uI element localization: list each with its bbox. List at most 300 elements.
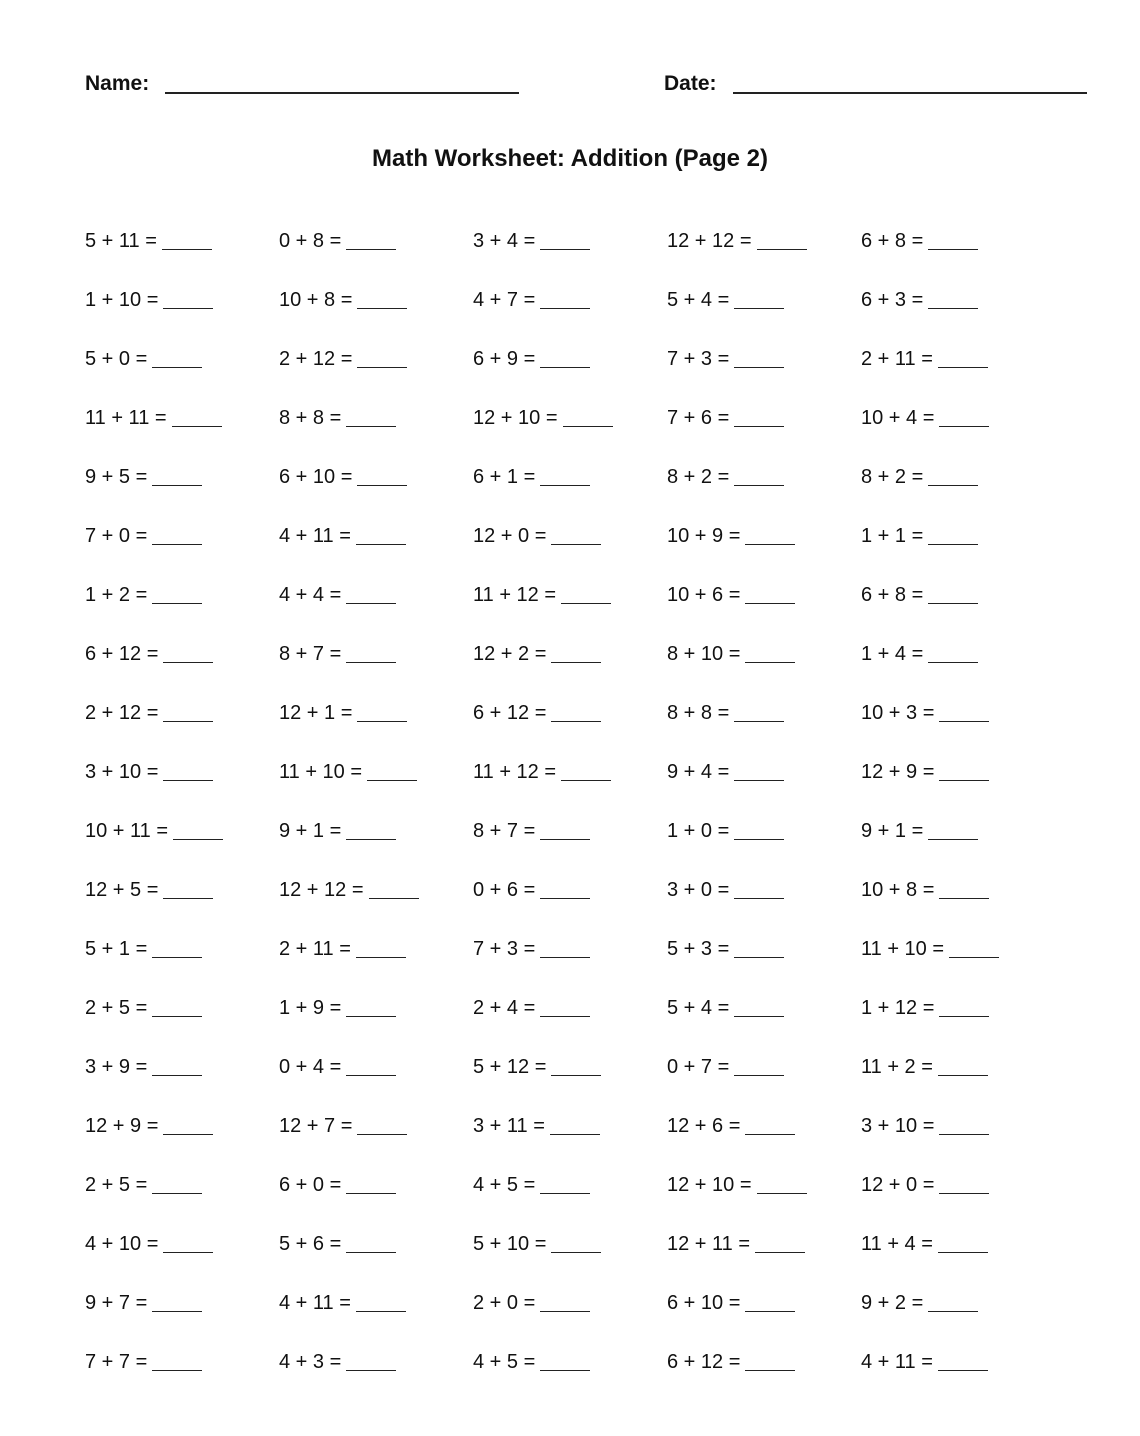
problem-item bbox=[861, 1341, 1055, 1377]
answer-blank[interactable] bbox=[346, 585, 396, 604]
problem-item bbox=[861, 397, 1055, 433]
answer-blank[interactable] bbox=[928, 821, 978, 840]
problem-item bbox=[667, 1223, 861, 1259]
problem-item bbox=[861, 692, 1055, 728]
problem-item bbox=[667, 338, 861, 374]
problem-item bbox=[667, 633, 861, 669]
answer-blank[interactable] bbox=[346, 998, 396, 1017]
problem-item bbox=[85, 397, 279, 433]
problem-item bbox=[473, 810, 667, 846]
answer-blank[interactable] bbox=[163, 1234, 213, 1253]
answer-blank[interactable] bbox=[734, 408, 784, 427]
answer-blank[interactable] bbox=[949, 939, 999, 958]
problem-item bbox=[667, 751, 861, 787]
problem-expression: 12 + 0 = bbox=[473, 525, 547, 547]
problem-item bbox=[85, 515, 279, 551]
problem-expression: 12 + 10 = bbox=[473, 407, 558, 429]
answer-blank[interactable] bbox=[540, 290, 590, 309]
problem-expression: 1 + 10 = bbox=[85, 289, 159, 311]
problem-item bbox=[473, 515, 667, 551]
problem-expression: 8 + 2 = bbox=[861, 466, 924, 488]
answer-blank[interactable] bbox=[163, 703, 213, 722]
problem-item bbox=[473, 692, 667, 728]
answer-blank[interactable] bbox=[357, 349, 407, 368]
problem-expression: 10 + 6 = bbox=[667, 584, 741, 606]
problem-item bbox=[667, 869, 861, 905]
problem-item bbox=[85, 1105, 279, 1141]
answer-blank[interactable] bbox=[757, 231, 807, 250]
answer-blank[interactable] bbox=[163, 762, 213, 781]
problem-expression: 10 + 8 = bbox=[861, 879, 935, 901]
problem-item bbox=[279, 692, 473, 728]
problem-item bbox=[861, 1164, 1055, 1200]
problem-expression: 7 + 3 = bbox=[473, 938, 536, 960]
answer-blank[interactable] bbox=[540, 821, 590, 840]
problem-grid bbox=[85, 220, 1085, 1400]
problem-expression: 7 + 7 = bbox=[85, 1351, 148, 1373]
answer-blank[interactable] bbox=[346, 1234, 396, 1253]
problem-expression: 11 + 12 = bbox=[473, 761, 557, 783]
problem-item bbox=[861, 928, 1055, 964]
answer-blank[interactable] bbox=[928, 231, 978, 250]
problem-expression: 4 + 11 = bbox=[861, 1351, 933, 1373]
answer-blank[interactable] bbox=[734, 703, 784, 722]
problem-item bbox=[279, 1105, 473, 1141]
problem-item bbox=[473, 1046, 667, 1082]
answer-blank[interactable] bbox=[540, 880, 590, 899]
problem-expression: 10 + 9 = bbox=[667, 525, 741, 547]
problem-expression: 6 + 9 = bbox=[473, 348, 536, 370]
problem-item bbox=[667, 1105, 861, 1141]
problem-item bbox=[861, 1046, 1055, 1082]
answer-blank[interactable] bbox=[928, 526, 978, 545]
answer-blank[interactable] bbox=[152, 467, 202, 486]
answer-blank[interactable] bbox=[734, 349, 784, 368]
problem-expression: 4 + 5 = bbox=[473, 1174, 536, 1196]
name-line[interactable] bbox=[165, 70, 519, 94]
problem-expression: 6 + 10 = bbox=[667, 1292, 741, 1314]
problem-expression: 4 + 3 = bbox=[279, 1351, 342, 1373]
problem-item bbox=[473, 574, 667, 610]
problem-expression: 10 + 4 = bbox=[861, 407, 935, 429]
problem-expression: 6 + 1 = bbox=[473, 466, 536, 488]
problem-item bbox=[861, 869, 1055, 905]
problem-expression: 6 + 8 = bbox=[861, 230, 924, 252]
answer-blank[interactable] bbox=[163, 1116, 213, 1135]
problem-item bbox=[667, 397, 861, 433]
answer-blank[interactable] bbox=[163, 290, 213, 309]
problem-expression: 3 + 0 = bbox=[667, 879, 730, 901]
problem-item bbox=[861, 338, 1055, 374]
problem-item bbox=[473, 338, 667, 374]
answer-blank[interactable] bbox=[734, 290, 784, 309]
problem-expression: 5 + 12 = bbox=[473, 1056, 547, 1078]
problem-item bbox=[667, 220, 861, 256]
problem-item bbox=[861, 1223, 1055, 1259]
problem-expression: 3 + 10 = bbox=[861, 1115, 935, 1137]
problem-item bbox=[85, 810, 279, 846]
problem-expression: 5 + 10 = bbox=[473, 1233, 547, 1255]
problem-expression: 8 + 10 = bbox=[667, 643, 741, 665]
problem-item bbox=[473, 456, 667, 492]
problem-item bbox=[279, 1341, 473, 1377]
answer-blank[interactable] bbox=[172, 408, 222, 427]
answer-blank[interactable] bbox=[757, 1175, 807, 1194]
problem-item bbox=[473, 220, 667, 256]
answer-blank[interactable] bbox=[540, 1175, 590, 1194]
problem-item bbox=[85, 633, 279, 669]
problem-item bbox=[279, 1223, 473, 1259]
problem-item bbox=[667, 810, 861, 846]
problem-item bbox=[861, 1282, 1055, 1318]
problem-expression: 9 + 4 = bbox=[667, 761, 730, 783]
answer-blank[interactable] bbox=[745, 1293, 795, 1312]
problem-item bbox=[279, 928, 473, 964]
problem-expression: 4 + 5 = bbox=[473, 1351, 536, 1373]
answer-blank[interactable] bbox=[734, 998, 784, 1017]
date-label: Date: bbox=[664, 72, 717, 95]
problem-expression: 12 + 11 = bbox=[667, 1233, 751, 1255]
answer-blank[interactable] bbox=[152, 1293, 202, 1312]
problem-expression: 9 + 1 = bbox=[861, 820, 924, 842]
problem-expression: 2 + 12 = bbox=[85, 702, 159, 724]
problem-item bbox=[85, 928, 279, 964]
answer-blank[interactable] bbox=[551, 1234, 601, 1253]
problem-expression: 12 + 9 = bbox=[861, 761, 935, 783]
problem-expression: 12 + 12 = bbox=[279, 879, 364, 901]
problem-expression: 1 + 12 = bbox=[861, 997, 935, 1019]
problem-item bbox=[473, 1164, 667, 1200]
problem-expression: 4 + 4 = bbox=[279, 584, 342, 606]
problem-expression: 3 + 9 = bbox=[85, 1056, 148, 1078]
answer-blank[interactable] bbox=[357, 290, 407, 309]
answer-blank[interactable] bbox=[745, 1116, 795, 1135]
problem-expression: 0 + 4 = bbox=[279, 1056, 342, 1078]
problem-expression: 7 + 0 = bbox=[85, 525, 148, 547]
problem-item bbox=[861, 751, 1055, 787]
answer-blank[interactable] bbox=[745, 526, 795, 545]
problem-expression: 2 + 0 = bbox=[473, 1292, 536, 1314]
answer-blank[interactable] bbox=[173, 821, 223, 840]
problem-expression: 6 + 12 = bbox=[85, 643, 159, 665]
answer-blank[interactable] bbox=[551, 703, 601, 722]
answer-blank[interactable] bbox=[367, 762, 417, 781]
answer-blank[interactable] bbox=[540, 467, 590, 486]
problem-expression: 12 + 10 = bbox=[667, 1174, 752, 1196]
problem-expression: 8 + 7 = bbox=[473, 820, 536, 842]
answer-blank[interactable] bbox=[734, 467, 784, 486]
answer-blank[interactable] bbox=[551, 526, 601, 545]
problem-item bbox=[667, 1046, 861, 1082]
answer-blank[interactable] bbox=[745, 585, 795, 604]
answer-blank[interactable] bbox=[152, 1057, 202, 1076]
name-field bbox=[85, 70, 519, 98]
problem-expression: 5 + 3 = bbox=[667, 938, 730, 960]
answer-blank[interactable] bbox=[745, 644, 795, 663]
problem-item bbox=[85, 338, 279, 374]
answer-blank[interactable] bbox=[540, 231, 590, 250]
problem-item bbox=[279, 220, 473, 256]
answer-blank[interactable] bbox=[357, 467, 407, 486]
problem-item bbox=[667, 574, 861, 610]
answer-blank[interactable] bbox=[550, 1116, 600, 1135]
problem-expression: 0 + 7 = bbox=[667, 1056, 730, 1078]
problem-expression: 5 + 11 = bbox=[85, 230, 157, 252]
answer-blank[interactable] bbox=[346, 644, 396, 663]
answer-blank[interactable] bbox=[928, 290, 978, 309]
problem-item bbox=[667, 279, 861, 315]
problem-item bbox=[667, 456, 861, 492]
problem-item bbox=[279, 869, 473, 905]
problem-expression: 2 + 4 = bbox=[473, 997, 536, 1019]
problem-item bbox=[279, 810, 473, 846]
problem-item bbox=[861, 515, 1055, 551]
problem-item bbox=[279, 633, 473, 669]
problem-expression: 1 + 9 = bbox=[279, 997, 342, 1019]
problem-expression: 6 + 0 = bbox=[279, 1174, 342, 1196]
problem-item bbox=[473, 1105, 667, 1141]
answer-blank[interactable] bbox=[928, 1293, 978, 1312]
answer-blank[interactable] bbox=[152, 585, 202, 604]
answer-blank[interactable] bbox=[163, 644, 213, 663]
problem-expression: 6 + 10 = bbox=[279, 466, 353, 488]
problem-item bbox=[85, 220, 279, 256]
answer-blank[interactable] bbox=[938, 1352, 988, 1371]
answer-blank[interactable] bbox=[928, 467, 978, 486]
problem-item bbox=[861, 279, 1055, 315]
problem-expression: 0 + 8 = bbox=[279, 230, 342, 252]
problem-expression: 7 + 6 = bbox=[667, 407, 730, 429]
answer-blank[interactable] bbox=[938, 1057, 988, 1076]
problem-expression: 5 + 4 = bbox=[667, 289, 730, 311]
problem-expression: 1 + 2 = bbox=[85, 584, 148, 606]
problem-expression: 9 + 7 = bbox=[85, 1292, 148, 1314]
date-line[interactable] bbox=[733, 70, 1087, 94]
problem-item bbox=[473, 987, 667, 1023]
answer-blank[interactable] bbox=[346, 1175, 396, 1194]
problem-item bbox=[85, 987, 279, 1023]
problem-expression: 10 + 3 = bbox=[861, 702, 935, 724]
answer-blank[interactable] bbox=[928, 644, 978, 663]
problem-item bbox=[861, 574, 1055, 610]
problem-expression: 1 + 4 = bbox=[861, 643, 924, 665]
answer-blank[interactable] bbox=[540, 939, 590, 958]
problem-item bbox=[667, 1341, 861, 1377]
problem-item bbox=[85, 1282, 279, 1318]
problem-expression: 8 + 8 = bbox=[279, 407, 342, 429]
problem-expression: 5 + 0 = bbox=[85, 348, 148, 370]
answer-blank[interactable] bbox=[938, 1234, 988, 1253]
problem-expression: 3 + 4 = bbox=[473, 230, 536, 252]
problem-item bbox=[861, 220, 1055, 256]
problem-item bbox=[473, 869, 667, 905]
problem-item bbox=[279, 397, 473, 433]
problem-item bbox=[279, 456, 473, 492]
problem-expression: 5 + 1 = bbox=[85, 938, 148, 960]
problem-expression: 4 + 7 = bbox=[473, 289, 536, 311]
answer-blank[interactable] bbox=[162, 231, 212, 250]
answer-blank[interactable] bbox=[163, 880, 213, 899]
answer-blank[interactable] bbox=[755, 1234, 805, 1253]
problem-item bbox=[473, 751, 667, 787]
problem-expression: 0 + 6 = bbox=[473, 879, 536, 901]
answer-blank[interactable] bbox=[734, 880, 784, 899]
problem-item bbox=[473, 633, 667, 669]
problem-item bbox=[279, 574, 473, 610]
problem-item bbox=[279, 987, 473, 1023]
problem-item bbox=[861, 633, 1055, 669]
problem-item bbox=[279, 751, 473, 787]
problem-item bbox=[85, 1341, 279, 1377]
problem-item bbox=[279, 338, 473, 374]
answer-blank[interactable] bbox=[152, 998, 202, 1017]
problem-item bbox=[279, 1046, 473, 1082]
problem-expression: 10 + 11 = bbox=[85, 820, 169, 842]
problem-item bbox=[279, 515, 473, 551]
problem-expression: 9 + 5 = bbox=[85, 466, 148, 488]
header-row bbox=[0, 70, 1140, 104]
answer-blank[interactable] bbox=[561, 585, 611, 604]
problem-item bbox=[85, 1223, 279, 1259]
problem-item bbox=[85, 1164, 279, 1200]
problem-item bbox=[667, 1282, 861, 1318]
answer-blank[interactable] bbox=[563, 408, 613, 427]
problem-expression: 9 + 1 = bbox=[279, 820, 342, 842]
answer-blank[interactable] bbox=[356, 939, 406, 958]
problem-expression: 5 + 6 = bbox=[279, 1233, 342, 1255]
problem-expression: 11 + 11 = bbox=[85, 407, 167, 429]
problem-item bbox=[85, 279, 279, 315]
answer-blank[interactable] bbox=[356, 1293, 406, 1312]
answer-blank[interactable] bbox=[357, 1116, 407, 1135]
problem-expression: 12 + 5 = bbox=[85, 879, 159, 901]
problem-expression: 6 + 8 = bbox=[861, 584, 924, 606]
problem-expression: 2 + 11 = bbox=[861, 348, 933, 370]
answer-blank[interactable] bbox=[152, 526, 202, 545]
problem-expression: 11 + 10 = bbox=[279, 761, 363, 783]
answer-blank[interactable] bbox=[928, 585, 978, 604]
problem-item bbox=[473, 1223, 667, 1259]
problem-item bbox=[473, 279, 667, 315]
answer-blank[interactable] bbox=[152, 1175, 202, 1194]
problem-item bbox=[667, 692, 861, 728]
worksheet-title: Math Worksheet: Addition (Page 2) bbox=[371, 145, 769, 172]
answer-blank[interactable] bbox=[346, 1352, 396, 1371]
problem-expression: 7 + 3 = bbox=[667, 348, 730, 370]
answer-blank[interactable] bbox=[357, 703, 407, 722]
answer-blank[interactable] bbox=[346, 231, 396, 250]
problem-item bbox=[85, 1046, 279, 1082]
answer-blank[interactable] bbox=[745, 1352, 795, 1371]
answer-blank[interactable] bbox=[734, 821, 784, 840]
problem-expression: 12 + 0 = bbox=[861, 1174, 935, 1196]
answer-blank[interactable] bbox=[939, 703, 989, 722]
problem-item bbox=[279, 1164, 473, 1200]
problem-expression: 8 + 2 = bbox=[667, 466, 730, 488]
problem-expression: 4 + 10 = bbox=[85, 1233, 159, 1255]
problem-item bbox=[279, 279, 473, 315]
answer-blank[interactable] bbox=[938, 349, 988, 368]
answer-blank[interactable] bbox=[551, 1057, 601, 1076]
answer-blank[interactable] bbox=[346, 408, 396, 427]
answer-blank[interactable] bbox=[734, 762, 784, 781]
problem-item bbox=[473, 397, 667, 433]
answer-blank[interactable] bbox=[939, 1116, 989, 1135]
problem-item bbox=[473, 1341, 667, 1377]
problem-expression: 4 + 11 = bbox=[279, 1292, 351, 1314]
name-label: Name: bbox=[85, 72, 150, 95]
answer-blank[interactable] bbox=[540, 998, 590, 1017]
date-field bbox=[664, 70, 1087, 98]
answer-blank[interactable] bbox=[356, 526, 406, 545]
answer-blank[interactable] bbox=[540, 1352, 590, 1371]
problem-item bbox=[861, 456, 1055, 492]
problem-expression: 2 + 5 = bbox=[85, 1174, 148, 1196]
answer-blank[interactable] bbox=[939, 762, 989, 781]
answer-blank[interactable] bbox=[551, 644, 601, 663]
answer-blank[interactable] bbox=[939, 998, 989, 1017]
problem-item bbox=[861, 987, 1055, 1023]
problem-expression: 12 + 12 = bbox=[667, 230, 752, 252]
problem-expression: 4 + 11 = bbox=[279, 525, 351, 547]
problem-expression: 11 + 2 = bbox=[861, 1056, 933, 1078]
problem-item bbox=[473, 1282, 667, 1318]
answer-blank[interactable] bbox=[939, 1175, 989, 1194]
problem-expression: 8 + 8 = bbox=[667, 702, 730, 724]
answer-blank[interactable] bbox=[734, 939, 784, 958]
problem-expression: 6 + 3 = bbox=[861, 289, 924, 311]
problem-expression: 12 + 6 = bbox=[667, 1115, 741, 1137]
problem-expression: 12 + 7 = bbox=[279, 1115, 353, 1137]
answer-blank[interactable] bbox=[346, 821, 396, 840]
problem-expression: 2 + 11 = bbox=[279, 938, 351, 960]
problem-expression: 10 + 8 = bbox=[279, 289, 353, 311]
problem-expression: 11 + 12 = bbox=[473, 584, 557, 606]
problem-item bbox=[85, 751, 279, 787]
problem-item bbox=[85, 574, 279, 610]
problem-item bbox=[85, 869, 279, 905]
problem-item bbox=[473, 928, 667, 964]
problem-item bbox=[667, 928, 861, 964]
answer-blank[interactable] bbox=[540, 1293, 590, 1312]
answer-blank[interactable] bbox=[939, 408, 989, 427]
answer-blank[interactable] bbox=[152, 349, 202, 368]
answer-blank[interactable] bbox=[734, 1057, 784, 1076]
problem-expression: 2 + 12 = bbox=[279, 348, 353, 370]
answer-blank[interactable] bbox=[369, 880, 419, 899]
problem-expression: 1 + 1 = bbox=[861, 525, 924, 547]
problem-expression: 12 + 2 = bbox=[473, 643, 547, 665]
answer-blank[interactable] bbox=[540, 349, 590, 368]
problem-expression: 3 + 10 = bbox=[85, 761, 159, 783]
problem-expression: 11 + 10 = bbox=[861, 938, 945, 960]
problem-expression: 6 + 12 = bbox=[667, 1351, 741, 1373]
problem-expression: 3 + 11 = bbox=[473, 1115, 545, 1137]
answer-blank[interactable] bbox=[152, 1352, 202, 1371]
problem-expression: 12 + 9 = bbox=[85, 1115, 159, 1137]
problem-expression: 6 + 12 = bbox=[473, 702, 547, 724]
problem-expression: 2 + 5 = bbox=[85, 997, 148, 1019]
problem-expression: 9 + 2 = bbox=[861, 1292, 924, 1314]
answer-blank[interactable] bbox=[561, 762, 611, 781]
problem-item bbox=[667, 515, 861, 551]
problem-expression: 5 + 4 = bbox=[667, 997, 730, 1019]
problem-item bbox=[861, 810, 1055, 846]
answer-blank[interactable] bbox=[152, 939, 202, 958]
answer-blank[interactable] bbox=[939, 880, 989, 899]
answer-blank[interactable] bbox=[346, 1057, 396, 1076]
problem-item bbox=[279, 1282, 473, 1318]
